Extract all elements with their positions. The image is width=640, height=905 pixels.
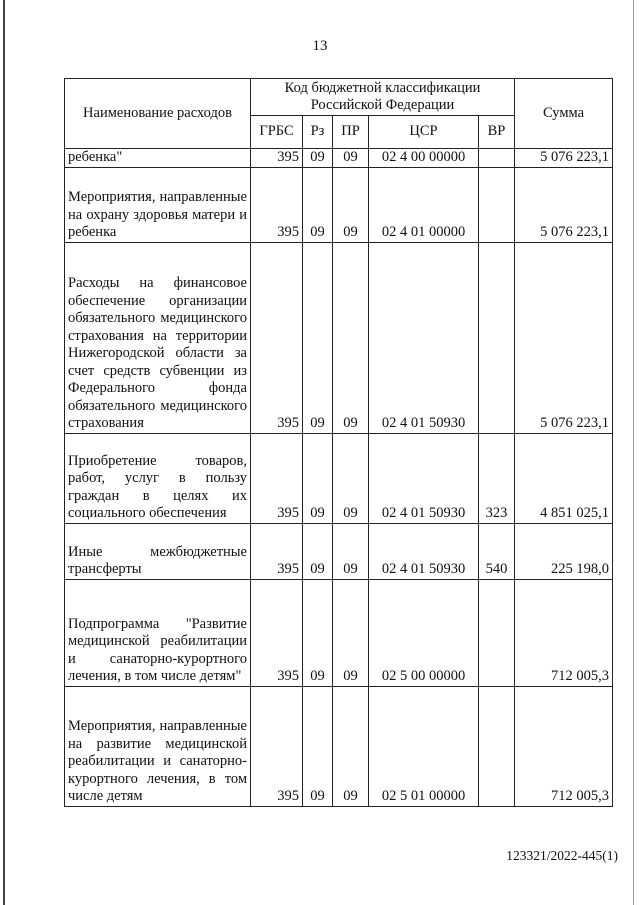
row-grbs: 395 — [251, 686, 303, 806]
row-rz: 09 — [303, 433, 333, 523]
header-code-group: Код бюджетной классификации Российской Федерации — [251, 79, 515, 116]
row-sum: 5 076 223,1 — [515, 149, 613, 168]
row-csr: 02 4 00 00000 — [369, 149, 479, 168]
header-row — [65, 79, 613, 116]
row-name: Иные межбюджетные трансферты — [65, 523, 251, 579]
header-pr: ПР — [333, 116, 369, 149]
row-pr: 09 — [333, 242, 369, 433]
row-vr — [479, 242, 515, 433]
row-pr: 09 — [333, 523, 369, 579]
budget-table — [64, 78, 613, 807]
row-name: ребенка" — [65, 149, 251, 168]
row-grbs: 395 — [251, 579, 303, 686]
row-name: Подпрограмма "Развитие медицинской реабилитации и санаторно-курортного лечения, в том числе детям" — [65, 579, 251, 686]
table-row — [65, 149, 613, 168]
row-csr: 02 4 01 50930 — [369, 433, 479, 523]
header-name: Наименование расходов — [65, 79, 251, 149]
row-csr: 02 5 01 00000 — [369, 686, 479, 806]
scan-edge-left — [3, 0, 5, 905]
header-rz: Рз — [303, 116, 333, 149]
table-row — [65, 433, 613, 523]
row-grbs: 395 — [251, 523, 303, 579]
row-name: Приобретение товаров, работ, услуг в пользу граждан в целях их социального обеспечения — [65, 433, 251, 523]
header-grbs: ГРБС — [251, 116, 303, 149]
row-rz: 09 — [303, 686, 333, 806]
row-csr: 02 4 01 50930 — [369, 523, 479, 579]
row-csr: 02 4 01 00000 — [369, 167, 479, 242]
row-name: Расходы на финансовое обеспечение организации обязательного медицинского страхования на территории Нижегородской области за счет средств субвенции из Федерального фонда обязательного медицинского страхования — [65, 242, 251, 433]
row-grbs: 395 — [251, 242, 303, 433]
row-grbs: 395 — [251, 167, 303, 242]
row-rz: 09 — [303, 579, 333, 686]
row-vr — [479, 686, 515, 806]
document-code: 123321/2022-445(1) — [506, 848, 618, 863]
row-sum: 5 076 223,1 — [515, 242, 613, 433]
table-row — [65, 242, 613, 433]
row-pr: 09 — [333, 149, 369, 168]
row-csr: 02 4 01 50930 — [369, 242, 479, 433]
row-pr: 09 — [333, 686, 369, 806]
row-vr — [479, 579, 515, 686]
row-sum: 225 198,0 — [515, 523, 613, 579]
row-vr — [479, 167, 515, 242]
page-number: 13 — [312, 38, 328, 54]
row-vr — [479, 149, 515, 168]
row-csr: 02 5 00 00000 — [369, 579, 479, 686]
row-vr: 323 — [479, 433, 515, 523]
header-csr: ЦСР — [369, 116, 479, 149]
row-pr: 09 — [333, 167, 369, 242]
header-sum: Сумма — [515, 79, 613, 149]
row-name: Мероприятия, направленные на развитие медицинской реабилитации и санаторно-курортного лечения, в том числе детям — [65, 686, 251, 806]
table-row — [65, 523, 613, 579]
row-sum: 712 005,3 — [515, 579, 613, 686]
row-name: Мероприятия, направленные на охрану здоровья матери и ребенка — [65, 167, 251, 242]
row-vr: 540 — [479, 523, 515, 579]
row-pr: 09 — [333, 579, 369, 686]
row-rz: 09 — [303, 149, 333, 168]
row-grbs: 395 — [251, 149, 303, 168]
row-rz: 09 — [303, 523, 333, 579]
row-sum: 712 005,3 — [515, 686, 613, 806]
row-pr: 09 — [333, 433, 369, 523]
table-row — [65, 579, 613, 686]
table-row — [65, 686, 613, 806]
row-sum: 4 851 025,1 — [515, 433, 613, 523]
row-grbs: 395 — [251, 433, 303, 523]
row-rz: 09 — [303, 242, 333, 433]
row-rz: 09 — [303, 167, 333, 242]
row-sum: 5 076 223,1 — [515, 167, 613, 242]
header-vr: ВР — [479, 116, 515, 149]
scan-edge-right — [633, 0, 634, 905]
table-row — [65, 167, 613, 242]
